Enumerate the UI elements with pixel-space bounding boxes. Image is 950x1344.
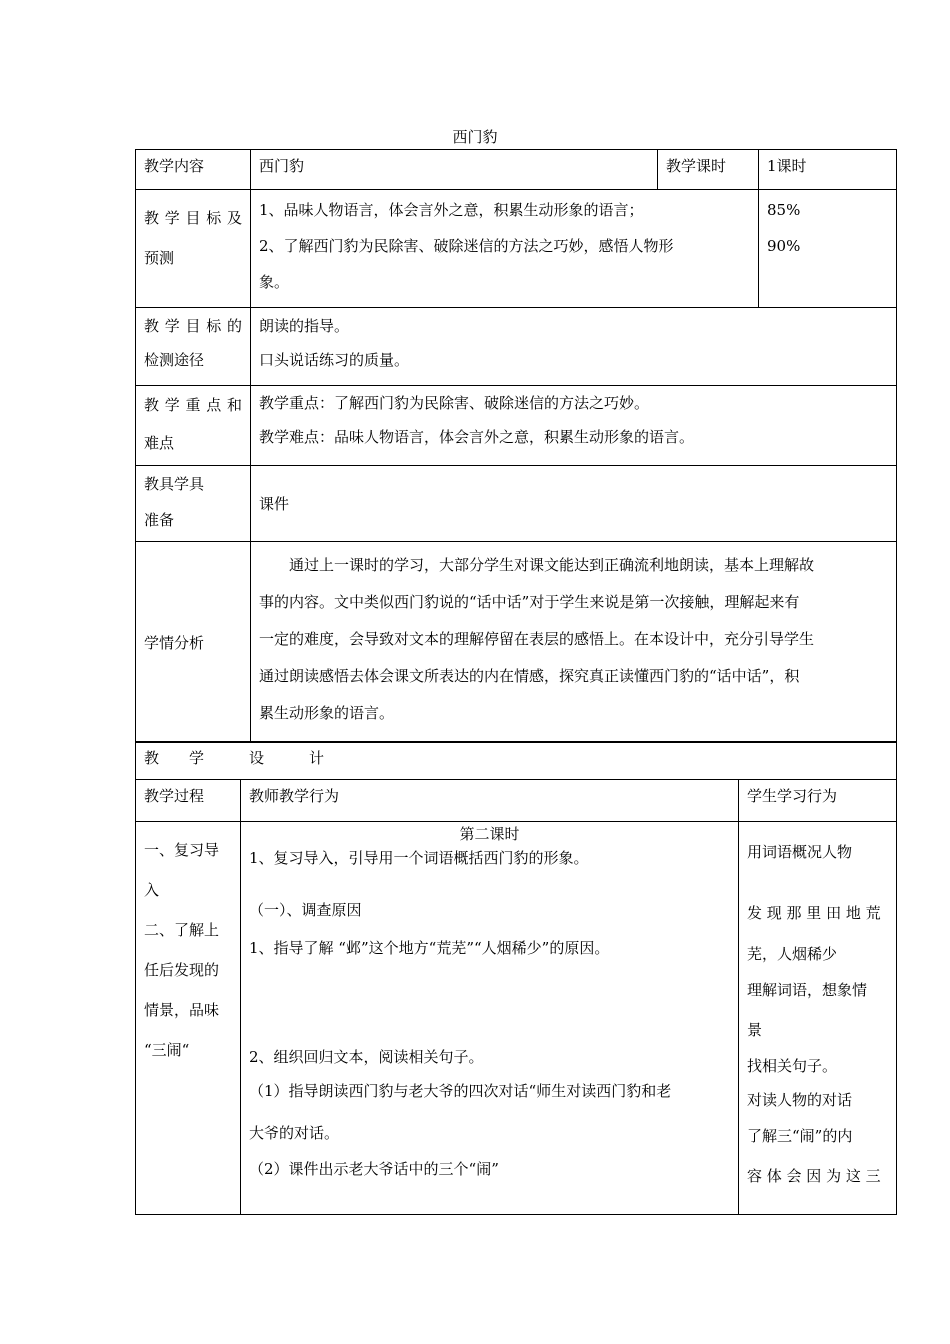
content-label: 教学内容 xyxy=(136,150,251,190)
check-text xyxy=(251,308,897,386)
design-heading-row xyxy=(136,742,897,780)
process-line: 情景，品味 xyxy=(144,1001,220,1019)
hours-value: 1课时 xyxy=(759,150,897,190)
process-line: “三闹“ xyxy=(144,1041,190,1059)
analysis-line: 通过上一课时的学习，大部分学生对课文能达到正确流利地朗读，基本上理解故 xyxy=(289,556,815,574)
student-line: 对读人物的对话 xyxy=(747,1091,853,1109)
design-body-row xyxy=(136,822,897,1215)
row-tools xyxy=(136,466,897,542)
student-line: 芜，人烟稀少 xyxy=(747,945,838,963)
teacher-line: （1）指导朗读西门豹与老大爷的四次对话“师生对读西门豹和老 xyxy=(249,1082,672,1100)
goals-rate: 90% xyxy=(767,237,801,255)
analysis-line: 一定的难度，会导致对文本的理解停留在表层的感悟上。在本设计中，充分引导学生 xyxy=(259,630,815,648)
teacher-line: 1、指导了解 “邺”这个地方“荒芜”“人烟稀少”的原因。 xyxy=(249,939,610,957)
student-line: 找相关句子。 xyxy=(747,1057,838,1075)
hours-label: 教学课时 xyxy=(658,150,759,190)
key-label xyxy=(136,386,251,466)
col-teacher-header: 教师教学行为 xyxy=(241,780,739,822)
student-cell xyxy=(739,822,897,1215)
check-line: 朗读的指导。 xyxy=(259,317,350,335)
lesson-design-table xyxy=(135,741,897,1215)
process-line: 入 xyxy=(144,881,160,899)
content-value: 西门豹 xyxy=(251,150,658,190)
student-line: 理解词语，想象情 xyxy=(747,981,868,999)
process-line: 二、了解上 xyxy=(144,921,220,939)
teacher-line: （一）、调查原因 xyxy=(249,901,362,919)
goals-text xyxy=(251,190,759,308)
teacher-cell xyxy=(241,822,739,1215)
design-header-row xyxy=(136,780,897,822)
tools-label-line: 教具学具 xyxy=(144,475,205,493)
student-line: 景 xyxy=(747,1021,763,1039)
teacher-line: 1、复习导入，引导用一个词语概括西门豹的形象。 xyxy=(249,849,589,867)
document-title: 西门豹 xyxy=(452,128,498,146)
student-line: 用词语概况人物 xyxy=(747,843,853,861)
goals-label xyxy=(136,190,251,308)
goals-rates xyxy=(759,190,897,308)
analysis-line: 累生动形象的语言。 xyxy=(259,704,395,722)
analysis-line: 事的内容。文中类似西门豹说的“话中话”对于学生来说是第一次接触，理解起来有 xyxy=(259,593,800,611)
row-key-points xyxy=(136,386,897,466)
teacher-line: （2）课件出示老大爷话中的三个“闹” xyxy=(249,1160,499,1178)
key-label-line: 难点 xyxy=(144,434,175,452)
teacher-line: 大爷的对话。 xyxy=(249,1124,340,1142)
teacher-line: 2、组织回归文本，阅读相关句子。 xyxy=(249,1048,484,1066)
col-process-header: 教学过程 xyxy=(136,780,241,822)
tools-value: 课件 xyxy=(251,466,897,542)
goals-line: 象。 xyxy=(259,273,290,291)
analysis-text xyxy=(251,542,897,743)
student-line: 了解三“闹”的内 xyxy=(747,1127,853,1145)
design-heading: 教 学 设 计 xyxy=(136,742,897,780)
key-text xyxy=(251,386,897,466)
key-line: 教学难点：品味人物语言，体会言外之意，积累生动形象的语言。 xyxy=(259,428,695,446)
process-line: 任后发现的 xyxy=(144,961,220,979)
goals-label-line: 教 学 目 标 及 xyxy=(144,209,242,227)
goals-line: 1、品味人物语言，体会言外之意，积累生动形象的语言； xyxy=(259,201,644,219)
check-label-line: 教 学 目 标 的 xyxy=(144,317,242,335)
key-label-line: 教 学 重 点 和 xyxy=(144,396,242,414)
lesson-title: 第二课时 xyxy=(459,825,520,843)
row-check xyxy=(136,308,897,386)
goals-label-line: 预测 xyxy=(144,249,175,267)
check-line: 口头说话练习的质量。 xyxy=(259,351,410,369)
goals-rate: 85% xyxy=(767,201,801,219)
process-line: 一、复习导 xyxy=(144,841,220,859)
key-line: 教学重点：了解西门豹为民除害、破除迷信的方法之巧妙。 xyxy=(259,394,650,412)
row-content xyxy=(136,150,897,190)
check-label-line: 检测途径 xyxy=(144,351,205,369)
analysis-line: 通过朗读感悟去体会课文所表达的内在情感，探究真正读懂西门豹的“话中话”，积 xyxy=(259,667,800,685)
tools-label xyxy=(136,466,251,542)
check-label xyxy=(136,308,251,386)
student-line: 发 现 那 里 田 地 荒 xyxy=(747,904,881,922)
analysis-label: 学情分析 xyxy=(136,542,251,743)
process-cell xyxy=(136,822,241,1215)
col-student-header: 学生学习行为 xyxy=(739,780,897,822)
tools-label-line: 准备 xyxy=(144,511,175,529)
row-analysis xyxy=(136,542,897,743)
student-line: 容 体 会 因 为 这 三 xyxy=(747,1167,881,1185)
goals-line: 2、了解西门豹为民除害、破除迷信的方法之巧妙，感悟人物形 xyxy=(259,237,674,255)
lesson-info-table xyxy=(135,149,897,743)
row-goals xyxy=(136,190,897,308)
